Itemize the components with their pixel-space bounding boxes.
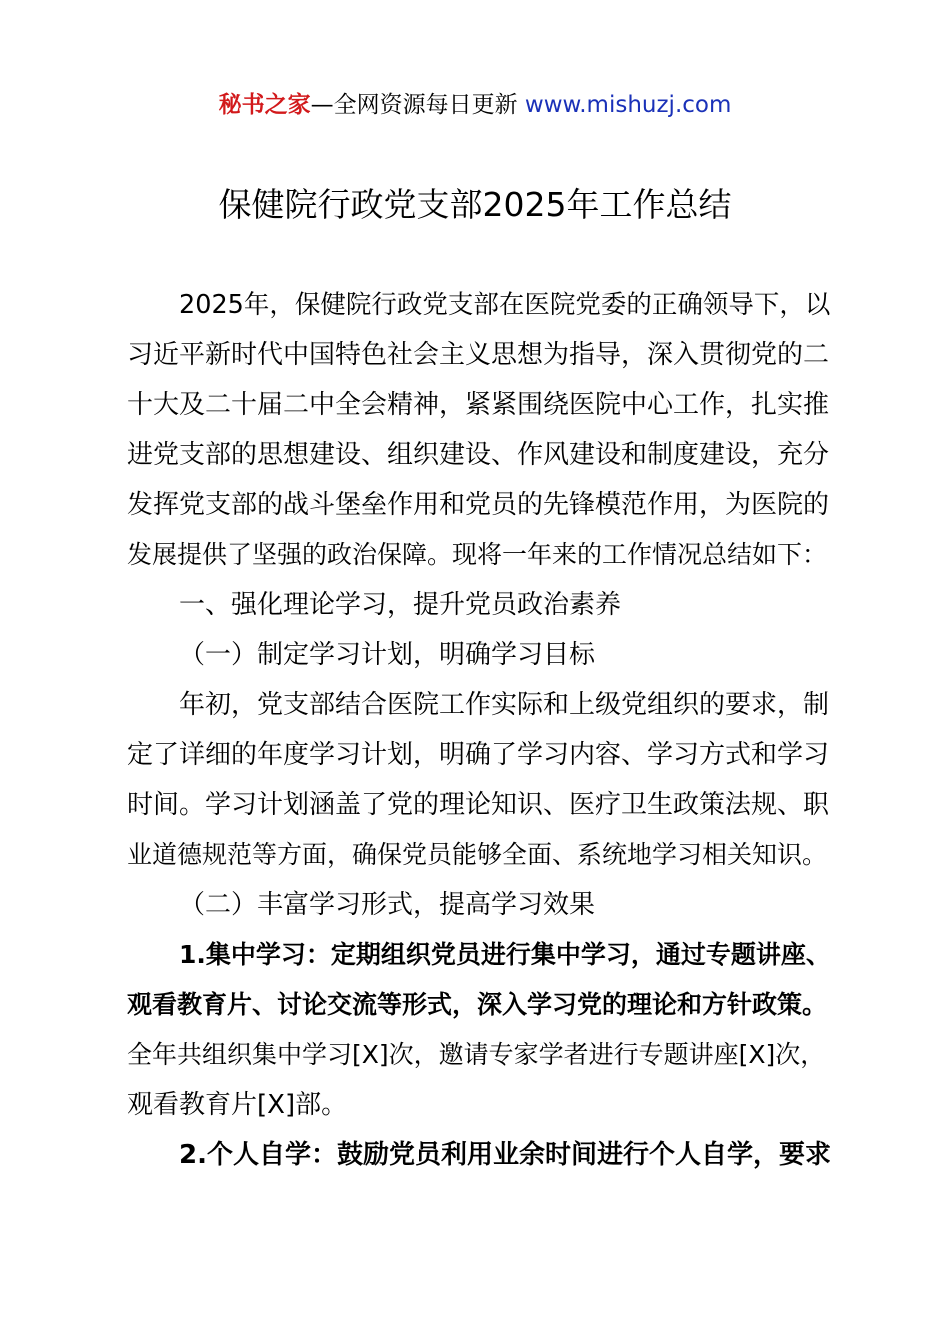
subsection-heading: （一）制定学习计划，明确学习目标 <box>179 640 596 670</box>
paragraph-line: 业道德规范等方面，确保党员能够全面、系统地学习相关知识。 <box>127 840 828 869</box>
document-title: 保健院行政党支部2025年工作总结 <box>218 185 732 224</box>
paragraph-line: 定了详细的年度学习计划，明确了学习内容、学习方式和学习 <box>127 740 830 770</box>
bold-paragraph-line: 2.个人自学：鼓励党员利用业余时间进行个人自学，要求 <box>179 1140 831 1170</box>
document-body <box>127 280 835 1180</box>
site-brand: 秘书之家 <box>218 92 311 118</box>
paragraph-line: 观看教育片[X]部。 <box>127 1090 348 1120</box>
paragraph-line: 2025年，保健院行政党支部在医院党委的正确领导下，以 <box>179 290 831 320</box>
bold-paragraph-line: 观看教育片、讨论交流等形式，深入学习党的理论和方针政策。 <box>127 990 828 1019</box>
site-tagline: —全网资源每日更新 <box>310 92 525 118</box>
section-heading: 一、强化理论学习，提升党员政治素养 <box>179 590 622 620</box>
subsection-heading: （二）丰富学习形式，提高学习效果 <box>179 890 596 920</box>
paragraph-line: 发展提供了坚强的政治保障。现将一年来的工作情况总结如下： <box>127 540 828 569</box>
paragraph-line: 全年共组织集中学习[X]次，邀请专家学者进行专题讲座[X]次， <box>127 1040 826 1069</box>
paragraph-line: 年初，党支部结合医院工作实际和上级党组织的要求，制 <box>179 690 830 720</box>
paragraph-line: 进党支部的思想建设、组织建设、作风建设和制度建设，充分 <box>127 440 830 470</box>
site-header <box>0 88 950 122</box>
paragraph-line: 时间。学习计划涵盖了党的理论知识、医疗卫生政策法规、职 <box>127 790 830 820</box>
paragraph-line: 发挥党支部的战斗堡垒作用和党员的先锋模范作用，为医院的 <box>127 490 830 520</box>
paragraph-line: 十大及二十届二中全会精神，紧紧围绕医院中心工作，扎实推 <box>127 390 830 420</box>
bold-paragraph-line: 1.集中学习：定期组织党员进行集中学习，通过专题讲座、 <box>179 940 831 969</box>
site-url-link[interactable]: www.mishuzj.com <box>524 92 732 118</box>
paragraph-line: 习近平新时代中国特色社会主义思想为指导，深入贯彻党的二 <box>127 340 830 370</box>
